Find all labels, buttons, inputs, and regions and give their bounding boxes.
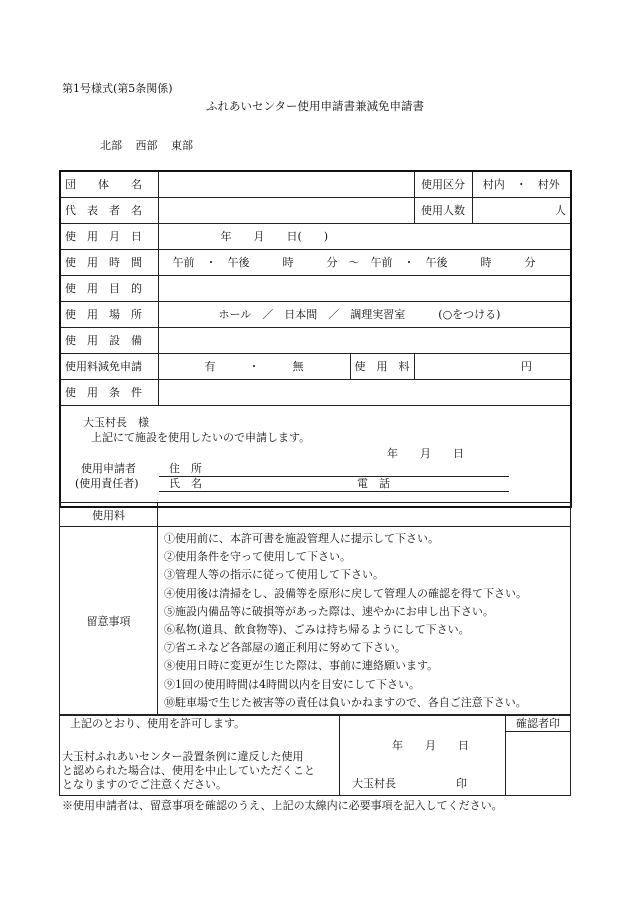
label-notes: 留意事項 xyxy=(60,527,158,716)
label-conditions: 使 用 条 件 xyxy=(60,379,158,405)
equipment-field[interactable] xyxy=(158,327,571,353)
applicant-label: 使用申請者 xyxy=(81,461,136,475)
group-name-field[interactable] xyxy=(158,171,414,197)
usage-time-field[interactable]: 午前 ・ 午後 時 分 〜 午前 ・ 午後 時 分 xyxy=(158,249,571,275)
note-item: ③管理人等の指示に従って使用して下さい。 xyxy=(164,568,384,582)
approval-date-box[interactable] xyxy=(340,715,506,796)
application-text: 上記にて施設を使用したいので申請します。 xyxy=(91,430,311,444)
label-group-name: 団 体 名 xyxy=(60,171,158,197)
conditions-field[interactable] xyxy=(158,379,571,405)
confirm-label: 確認者印 xyxy=(506,715,571,732)
name-label: 氏 名 xyxy=(169,476,202,490)
label-usage-date: 使 用 月 日 xyxy=(60,223,158,249)
label-usage-time: 使 用 時 間 xyxy=(60,249,158,275)
label-fee-box: 使用料 xyxy=(60,503,158,527)
label-fee: 使 用 料 xyxy=(350,353,414,379)
label-purpose: 使 用 目 的 xyxy=(60,275,158,301)
warning-text xyxy=(60,732,340,796)
label-equipment: 使 用 設 備 xyxy=(60,327,158,353)
notes-table xyxy=(59,502,571,716)
phone-label: 電 話 xyxy=(357,476,390,490)
note-item: ②使用条件を守って使用して下さい。 xyxy=(164,550,351,564)
notes-list xyxy=(158,527,571,716)
note-item: ⑤施設内備品等に破損等があった際は、速やかにお申し出下さい。 xyxy=(164,604,494,618)
label-fee-exemption: 使用料減免申請 xyxy=(60,353,158,379)
fee-field[interactable]: 円 xyxy=(414,353,571,379)
mayor-label: 大玉村長 xyxy=(352,777,396,790)
approval-table xyxy=(59,714,571,796)
fee-box-field[interactable] xyxy=(158,503,571,527)
note-item: ⑩駐車場で生じた被害等の責任は負いかねますので、各自ご注意下さい。 xyxy=(164,695,527,709)
note-item: ⑧使用日時に変更が生じた際は、事前に連絡願います。 xyxy=(164,659,439,673)
warning-line: 大玉村ふれあいセンター設置条例に違反した使用 xyxy=(62,749,304,763)
note-item: ①使用前に、本許可書を施設管理人に提示して下さい。 xyxy=(164,532,439,545)
form-number: 第1号様式(第5条関係) xyxy=(62,82,173,95)
branch-north[interactable]: 北部 xyxy=(100,139,122,152)
warning-line: と認められた場合は、使用を中止していただくこと xyxy=(62,763,315,777)
confirm-seal-box[interactable] xyxy=(506,732,571,796)
seal-label: 印 xyxy=(456,777,467,790)
warning-line: となりますのでご注意ください。 xyxy=(62,777,227,791)
note-item: ⑥私物(道具、飲食物等)、ごみは持ち帰るようにして下さい。 xyxy=(164,623,470,637)
application-statement xyxy=(60,405,571,507)
name-phone-field[interactable] xyxy=(159,475,509,492)
label-place: 使 用 場 所 xyxy=(60,301,158,327)
approval-date: 年 月 日 xyxy=(392,739,469,752)
representative-field[interactable] xyxy=(158,197,414,223)
addressee: 大玉村長 様 xyxy=(83,415,149,429)
usage-category-options[interactable]: 村内 ・ 村外 xyxy=(472,171,571,197)
permit-text: 上記のとおり、使用を許可します。 xyxy=(60,715,340,732)
place-field[interactable]: ホール ／ 日本間 ／ 調理実習室 (○をつける) xyxy=(158,301,571,327)
application-table xyxy=(59,170,572,508)
purpose-field[interactable] xyxy=(158,275,571,301)
branch-west[interactable]: 西部 xyxy=(135,139,158,152)
usage-date-field[interactable]: 年 月 日( ) xyxy=(158,223,571,249)
responsible-label: (使用責任者) xyxy=(75,476,139,490)
form-title: ふれあいセンター使用申請書兼減免申請書 xyxy=(205,99,425,113)
label-headcount: 使用人数 xyxy=(414,197,472,223)
note-item: ⑨1回の使用時間は4時間以内を目安にして下さい。 xyxy=(164,677,420,691)
headcount-field[interactable]: 人 xyxy=(472,197,571,223)
note-item: ④使用後は清掃をし、設備等を原形に戻して管理人の確認を得て下さい。 xyxy=(164,586,527,600)
footnote: ※使用申請者は、留意事項を確認のうえ、上記の太線内に必要事項を記入してください。 xyxy=(62,799,503,812)
label-usage-category: 使用区分 xyxy=(414,171,472,197)
branch-options xyxy=(100,137,203,153)
note-item: ⑦省エネなど各部屋の適正利用に努めて下さい。 xyxy=(164,641,406,655)
label-representative: 代 表 者 名 xyxy=(60,197,158,223)
application-date[interactable]: 年 月 日 xyxy=(387,446,464,460)
fee-exemption-options[interactable]: 有 ・ 無 xyxy=(158,353,350,379)
address-label: 住 所 xyxy=(169,461,202,475)
branch-east[interactable]: 東部 xyxy=(171,139,193,152)
